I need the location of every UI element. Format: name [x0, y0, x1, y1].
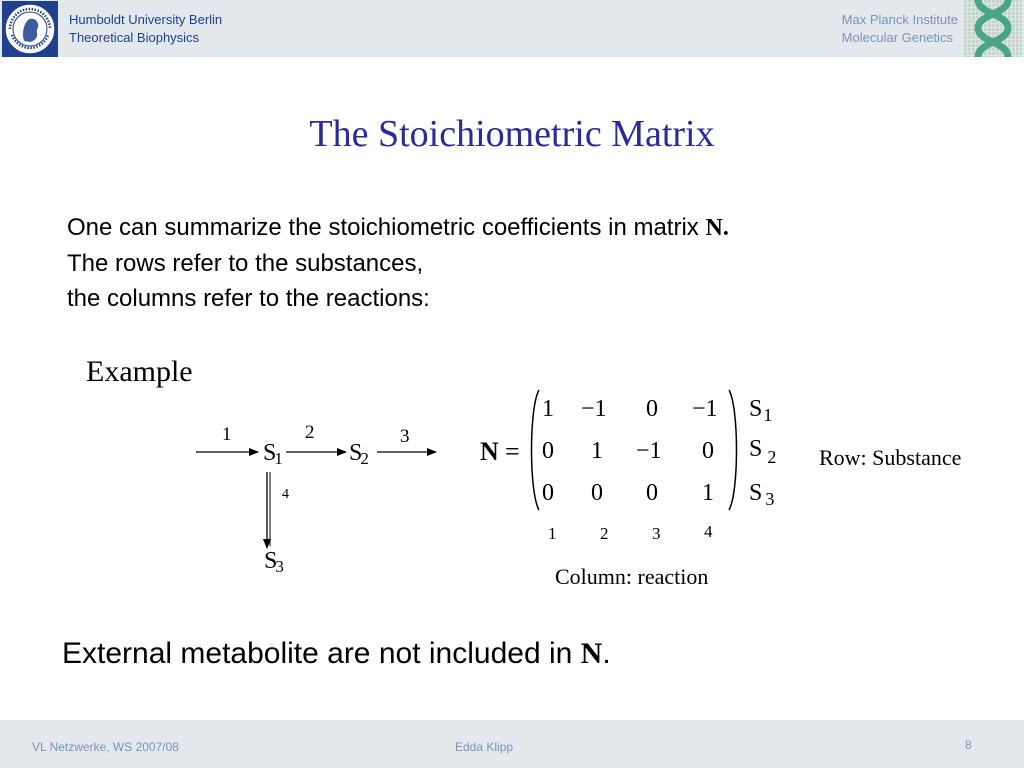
intro-line2: The rows refer to the substances,: [67, 250, 424, 277]
humboldt-affiliation: [69, 11, 222, 47]
row-label-s3-sub: 3: [765, 489, 775, 509]
row-label-s3-symbol: S: [749, 480, 763, 506]
footer-page-number: 8: [965, 738, 972, 752]
footer-author: Edda Klipp: [455, 740, 514, 754]
matrix-cell: 0: [702, 438, 714, 464]
footer-bar: [0, 720, 1024, 768]
species-s2-symbol: S: [349, 440, 363, 466]
matrix-cell: 1: [702, 480, 714, 506]
reaction-1-label: 1: [222, 424, 232, 445]
matrix-row-label-s2: [749, 436, 777, 467]
matrix-cell: 0: [542, 480, 554, 506]
row-label-s1-symbol: S: [749, 396, 763, 422]
footer-course: VL Netzwerke, WS 2007/08: [32, 740, 179, 754]
matrix-cell: 1: [542, 396, 554, 422]
external-metabolite-note: [62, 637, 611, 671]
species-s1: [263, 440, 285, 467]
external-note-period: .: [602, 637, 611, 670]
species-s3-symbol: S: [264, 548, 278, 574]
header-left-line1: Humboldt University Berlin: [69, 12, 223, 27]
humboldt-university-seal-icon: [2, 1, 58, 57]
intro-matrix-symbol: N: [705, 215, 723, 241]
reaction-3-label: 3: [400, 426, 410, 447]
species-s3-sub: 3: [275, 557, 284, 576]
matrix-cell: 0: [591, 480, 603, 506]
intro-line3: the columns refer to the reactions:: [67, 285, 430, 312]
row-caption: Row: Substance: [819, 445, 962, 470]
matrix-cell: −1: [636, 438, 662, 464]
matrix-col-label: 4: [704, 522, 713, 541]
external-note-text: External metabolite are not included in: [62, 637, 581, 670]
species-s2: [349, 440, 371, 467]
matrix-row-label-s3: [749, 480, 775, 509]
matrix-row-label-s1: [749, 396, 771, 423]
slide-title: The Stoichiometric Matrix: [309, 113, 715, 155]
matrix-cell: 0: [542, 438, 554, 464]
row-label-s2-symbol: S: [749, 436, 763, 462]
reaction-4-label: 4: [282, 487, 289, 502]
dna-helix-logo-icon: [964, 0, 1022, 57]
matrix-cell: −1: [581, 396, 607, 422]
species-s3: [264, 548, 286, 575]
intro-line1: [67, 210, 729, 246]
matrix-equals: =: [505, 437, 520, 466]
matrix-symbol: N: [480, 437, 499, 466]
species-s1-symbol: S: [263, 440, 277, 466]
intro-text: [67, 210, 729, 316]
header-bar: [0, 0, 1024, 57]
header-right-line1: Max Planck Institute: [841, 12, 958, 27]
matrix-cell: −1: [692, 396, 718, 422]
matrix-cell: 1: [591, 438, 603, 464]
max-planck-affiliation: [842, 11, 958, 47]
header-right-line2: Molecular Genetics: [841, 30, 953, 45]
matrix-cell: 0: [646, 396, 658, 422]
row-label-s1-sub: 1: [763, 405, 773, 425]
row-label-s2-sub: 2: [767, 447, 777, 467]
header-left-line2: Theoretical Biophysics: [69, 30, 200, 45]
matrix-col-label: 3: [652, 524, 661, 543]
species-s1-sub: 1: [274, 449, 283, 468]
example-label: Example: [86, 355, 193, 388]
intro-line1-period: .: [722, 215, 729, 241]
matrix-cell: 0: [646, 480, 658, 506]
reaction-2-label: 2: [305, 422, 315, 443]
matrix-col-label: 2: [600, 524, 609, 543]
external-note-matrix-symbol: N: [580, 637, 603, 670]
matrix-col-label: 1: [548, 524, 557, 543]
column-caption: Column: reaction: [555, 564, 709, 589]
species-s2-sub: 2: [360, 449, 369, 468]
intro-line1-text: One can summarize the stoichiometric coefficients in matrix: [67, 214, 706, 241]
